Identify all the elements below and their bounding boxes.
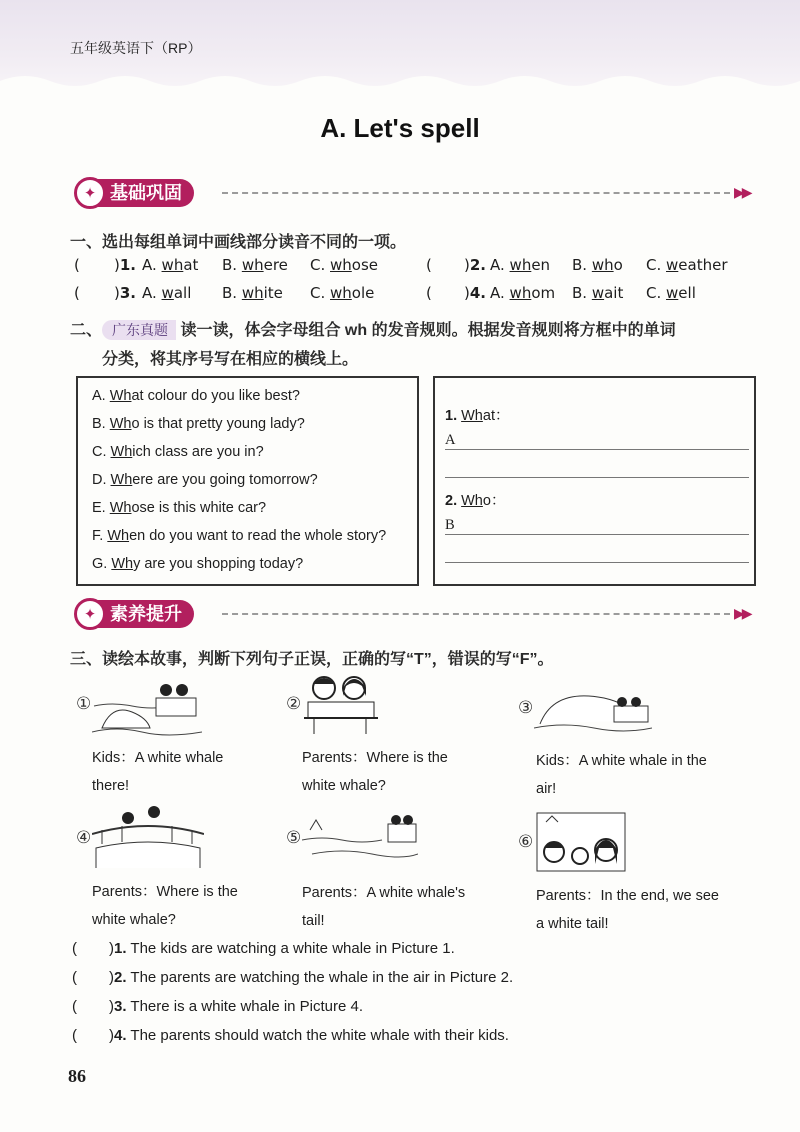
- sentence-b: B. Who is that pretty young lady?: [92, 416, 305, 432]
- panel-caption-2: Parents：Where is the white whale?: [302, 750, 448, 794]
- sentence-a: A. What colour do you like best?: [92, 388, 300, 404]
- answer-paren-open: (: [426, 256, 432, 274]
- answer-paren-open: (: [74, 284, 80, 302]
- panel-caption-1: Kids：A white whale there!: [92, 750, 224, 794]
- group-who-answer[interactable]: B: [445, 517, 455, 533]
- family-picture-6: [536, 812, 626, 872]
- page-number: 86: [68, 1066, 86, 1086]
- sentence-e: E. Whose is this white car?: [92, 500, 267, 516]
- grade-label: 五年级英语下（RP）: [70, 40, 202, 56]
- section-divider: [222, 613, 730, 615]
- answer-blank-3[interactable]: )3.: [114, 284, 136, 302]
- q1-1-option-b: B. where: [222, 256, 288, 274]
- q1-4-option-c: C. well: [646, 284, 696, 302]
- q1-1-option-a: A. what: [142, 256, 199, 274]
- panel-number-1: ①: [76, 694, 92, 713]
- panel-caption-4: Parents：Where is the white whale?: [92, 884, 238, 928]
- whale-picture-3: [534, 680, 652, 736]
- panel-number-6: ⑥: [518, 832, 534, 851]
- statement-1: ( )1. The kids are watching a white whale in Picture 1.: [72, 940, 455, 957]
- panel-number-3: ③: [518, 698, 534, 717]
- section-label-basic: 基础巩固: [90, 179, 194, 207]
- q1-4-option-b: B. wait: [572, 284, 624, 302]
- sentence-f: F. When do you want to read the whole story?: [92, 528, 387, 544]
- whale-picture-1: [92, 676, 202, 736]
- panel-number-4: ④: [76, 828, 92, 847]
- panel-number-5: ⑤: [286, 828, 302, 847]
- answer-paren-open: (: [426, 284, 432, 302]
- panel-number-2: ②: [286, 694, 302, 713]
- answer-paren-open: (: [74, 256, 80, 274]
- parents-picture-2: [300, 672, 380, 736]
- answer-blank[interactable]: ): [109, 998, 114, 1015]
- answer-blank-2[interactable]: )2.: [464, 256, 486, 274]
- statement-2: ( )2. The parents are watching the whale in the air in Picture 2.: [72, 969, 514, 986]
- q2-title-line2: 分类，将其序号写在相应的横线上。: [102, 351, 359, 368]
- answer-line[interactable]: [445, 534, 749, 535]
- q1-2-option-c: C. weather: [646, 256, 728, 274]
- section-divider: [222, 192, 730, 194]
- sentence-box: [76, 376, 419, 586]
- answer-blank-1[interactable]: )1.: [114, 256, 136, 274]
- answer-box: [433, 376, 756, 586]
- statement-3: ( )3. There is a white whale in Picture 4.: [72, 998, 364, 1015]
- q2-title-line1: 二、 广东真题 读一读，体会字母组合 wh 的发音规则。根据发音规则将方框中的单词: [70, 322, 676, 339]
- q1-3-option-c: C. whole: [310, 284, 375, 302]
- q1-3-option-a: A. wall: [142, 284, 192, 302]
- answer-line[interactable]: [445, 562, 749, 563]
- group-what-label: 1. What：: [445, 408, 510, 424]
- deck-picture-4: [92, 804, 204, 870]
- q1-2-option-a: A. when: [490, 256, 551, 274]
- panel-caption-3: Kids：A white whale in the air!: [536, 753, 707, 797]
- arrow-icon: ▶▶: [734, 184, 750, 200]
- q1-1-option-c: C. whose: [310, 256, 379, 274]
- answer-line[interactable]: [445, 449, 749, 450]
- page-title: A. Let's spell: [320, 113, 480, 143]
- answer-blank[interactable]: ): [109, 1027, 114, 1044]
- group-what-answer[interactable]: A: [445, 432, 456, 448]
- panel-caption-5: Parents：A white whale's tail!: [302, 885, 466, 929]
- sentence-g: G. Why are you shopping today?: [92, 556, 304, 572]
- source-tag: 广东真题: [102, 320, 176, 340]
- q1-3-option-b: B. white: [222, 284, 283, 302]
- q1-row-2: [0, 284, 800, 308]
- q3-title: 三、读绘本故事，判断下列句子正误，正确的写“T”，错误的写“F”。: [70, 651, 554, 668]
- panel-caption-6: Parents：In the end, we see a white tail!: [536, 888, 719, 932]
- section-badge-basic: [74, 177, 194, 209]
- answer-blank-4[interactable]: )4.: [464, 284, 486, 302]
- group-who-label: 2. Who：: [445, 493, 506, 509]
- tail-picture-5: [302, 810, 418, 866]
- arrow-icon: ▶▶: [734, 605, 750, 621]
- wave-decoration: [0, 71, 800, 93]
- answer-blank[interactable]: ): [109, 940, 114, 957]
- section-badge-improve: [74, 598, 194, 630]
- lightbulb-icon: ✦: [74, 177, 106, 209]
- section-label-improve: 素养提升: [90, 600, 194, 628]
- lightbulb-icon: ✦: [74, 598, 106, 630]
- sentence-d: D. Where are you going tomorrow?: [92, 472, 318, 488]
- q1-4-option-a: A. whom: [490, 284, 556, 302]
- statement-4: ( )4. The parents should watch the white whale with their kids.: [72, 1027, 509, 1044]
- q1-2-option-b: B. who: [572, 256, 623, 274]
- answer-blank[interactable]: ): [109, 969, 114, 986]
- answer-line[interactable]: [445, 477, 749, 478]
- q1-title: 一、选出每组单词中画线部分读音不同的一项。: [70, 234, 407, 251]
- q1-row-1: [0, 256, 800, 280]
- sentence-c: C. Which class are you in?: [92, 444, 264, 460]
